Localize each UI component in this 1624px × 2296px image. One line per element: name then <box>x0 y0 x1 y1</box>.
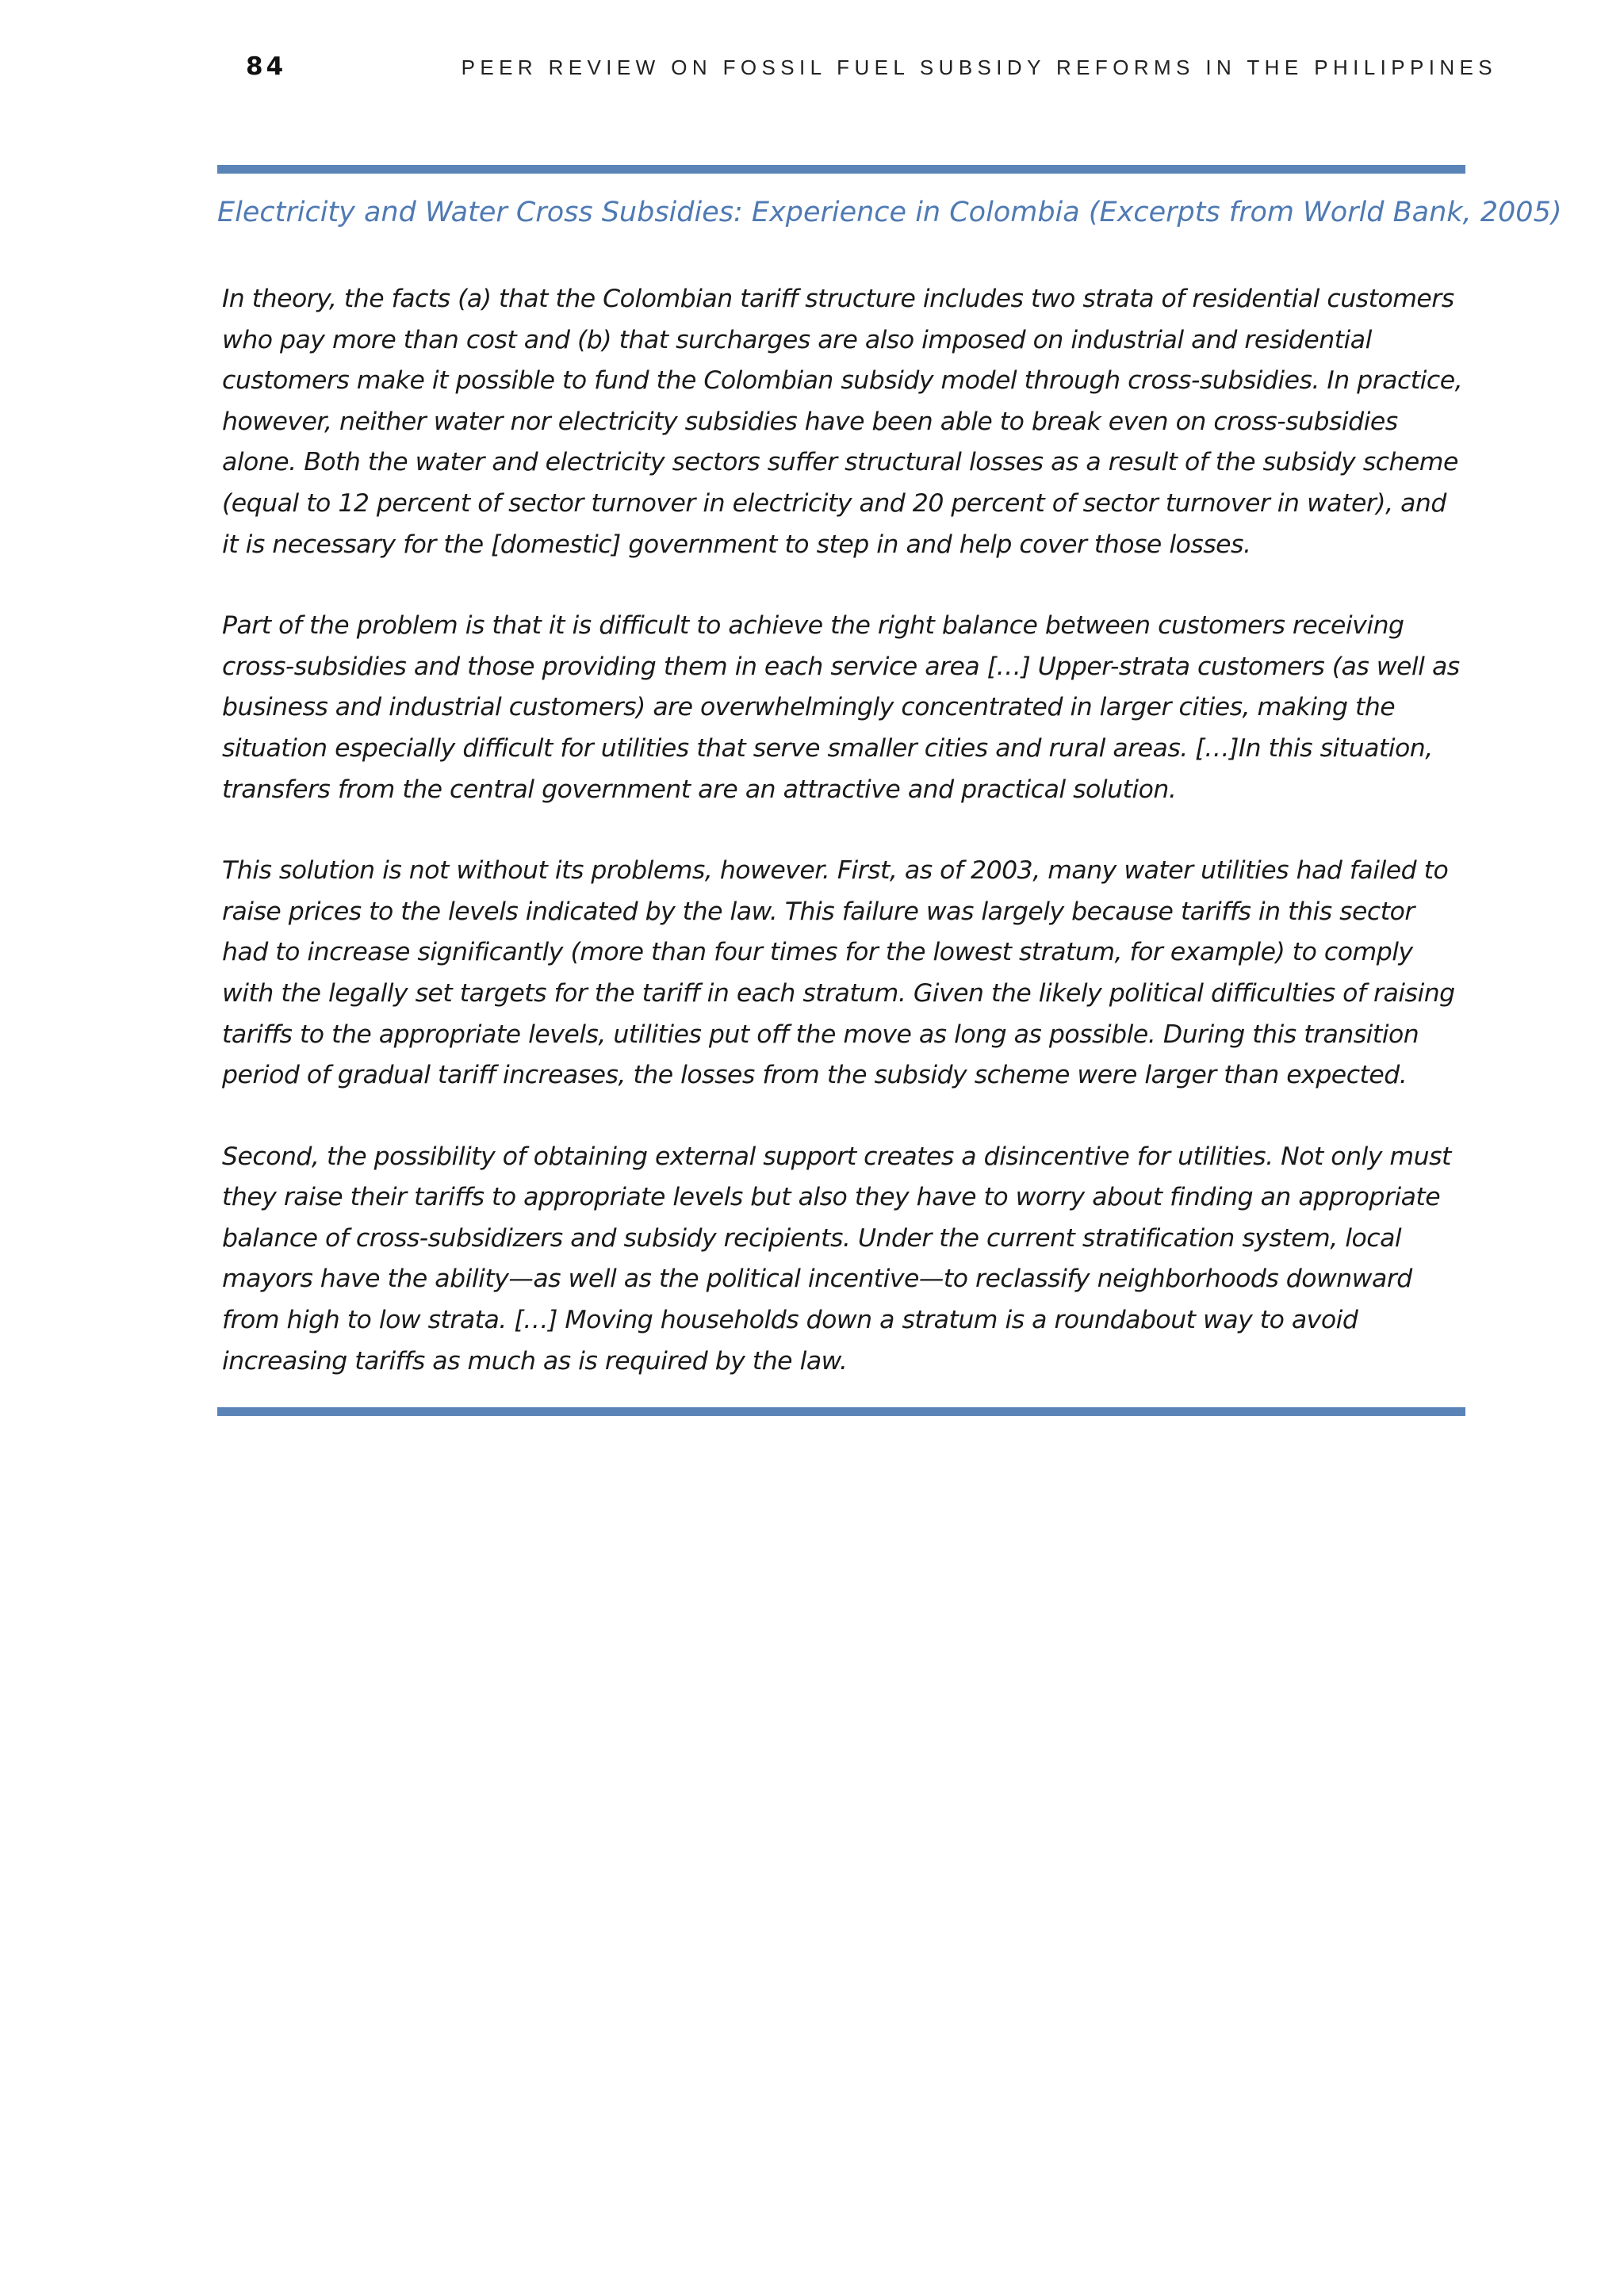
paragraph-2: Part of the problem is that it is difficult to achieve the right balance between customers receiving cross-subsidies and those providing them in each service area […] Upper-strata customers (as well as business and industrial customers) are overwhelmingly concentrated in larger cities, making the situation especially difficult for utilities that serve smaller cities and rural areas. […]In this situation, transfers from the central government are an attractive and practical solution. <box>222 611 1460 804</box>
paragraph-3: This solution is not without its problems, however. First, as of 2003, many water utilities had failed to raise prices to the levels indicated by the law. This failure was largely because tariffs in this sector had to increase significantly (more than four times for the lowest stratum, for example) to comply with the legally set targets for the tariff in each stratum. Given the likely political difficulties of raising tariffs to the appropriate levels, utilities put off the move as long as possible. During this transition period of gradual tariff increases, the losses from the subsidy scheme were larger than expected. <box>222 856 1455 1090</box>
running-title: PEER REVIEW ON FOSSIL FUEL SUBSIDY REFORMS IN THE PHILIPPINES <box>461 55 1497 79</box>
box-bottom-rule <box>217 1407 1465 1416</box>
paragraph-1: In theory, the facts (a) that the Colombian tariff structure includes two strata of residential customers who pay more than cost and (b) that surcharges are also imposed on industrial and residential customers make it possible to fund the Colombian subsidy model through cross-subsidies. In practice, however, neither water nor electricity subsidies have been able to break even on cross-subsidies alone. Both the water and electricity sectors suffer structural losses as a result of the subsidy scheme (equal to 12 percent of sector turnover in electricity and 20 percent of sector turnover in water), and it is necessary for the [domestic] government to step in and help cover those losses. <box>222 285 1463 559</box>
page-number: 84 <box>246 52 287 81</box>
box-top-rule <box>217 165 1465 174</box>
paragraph-4: Second, the possibility of obtaining external support creates a disincentive for utilities. Not only must they raise their tariffs to appropriate levels but also they have to worry about finding an appropriate balance of cross-subsidizers and subsidy recipients. Under the current stratification system, local mayors have the ability—as well as the political incentive—to reclassify neighborhoods downward from high to low strata. […] Moving households down a stratum is a roundabout way to avoid increasing tariffs as much as is required by the law. <box>222 1142 1451 1376</box>
page-header <box>0 52 1624 84</box>
box-body <box>222 279 1464 1422</box>
box-title: Electricity and Water Cross Subsidies: Experience in Colombia (Excerpts from World Bank, 2005) <box>217 197 1562 228</box>
boxed-excerpt <box>217 165 1562 1416</box>
